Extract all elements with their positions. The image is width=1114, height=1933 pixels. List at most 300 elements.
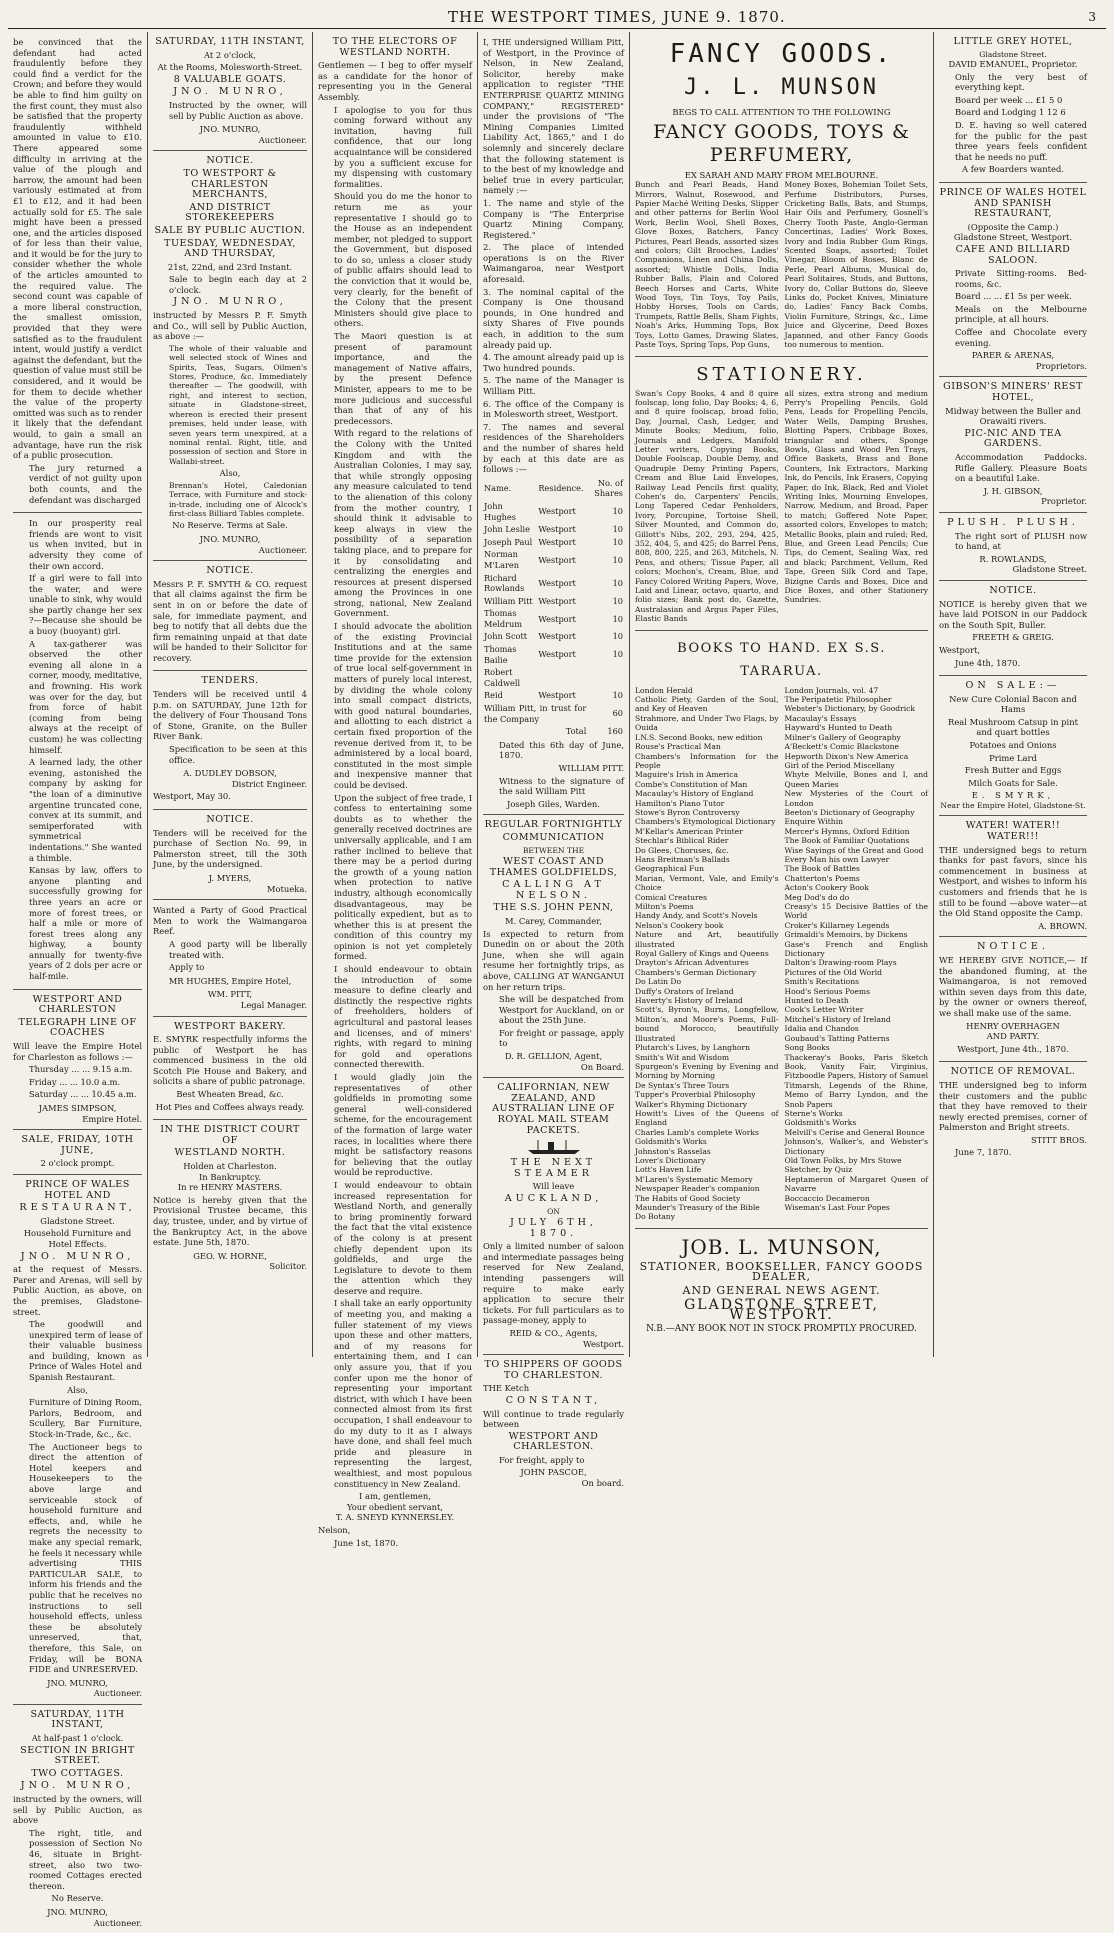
ad-heading: CONSTANT, [505, 1394, 602, 1406]
book-title: Marian, Vermont, Vale, and Emily's Choice [635, 873, 779, 893]
poison-notice [939, 581, 1087, 676]
story-text: In our prosperity real friends are wont to visit us when invited, but in adversity they come of their own accord. [29, 518, 142, 571]
book-title: Sterne's Works [784, 1108, 843, 1118]
ad-heading: TWO COTTAGES. [31, 1767, 124, 1779]
book-title: Meg Dod's do do [784, 892, 850, 902]
ad-text: For freight, apply to [499, 1454, 585, 1465]
book-title: Thackeray's Books, Paris Sketch Book, Vanity Fair, Virginius, Fitzboodle Papers, History of Samuel Titmarsh, Legends of the Rhine, Memo of Barry Lyndon, and the Snob Papers [784, 1052, 928, 1109]
miscellany [13, 513, 142, 990]
ad-text: The whole of their valuable and well selected stock of Wines and Spirits, Teas, Sugars, Oilmen's Stores, Produce, &c. Immediately thereafter — The goodwill, with right, and interest to section, situate in Gladstone-street, whereon is erected their present premises, held under lease, with seven years term unexpired, at a nominal rental. Right, title, and possession of section and Store in Wallabi-street. [169, 343, 307, 466]
ad-signature: Auctioneer. [93, 1917, 142, 1928]
auctioneer-name: JNO. MUNRO, [173, 296, 287, 308]
ad-text: Holden at Charleston. [183, 1161, 277, 1172]
book-title: I.N.S. Second Books, new edition [635, 732, 763, 742]
ad-text: Will continue to trade regularly between [483, 1408, 624, 1430]
column-2 [148, 32, 313, 1357]
book-title: Macaulay's Essays [784, 713, 857, 723]
ad-text: ON [547, 1206, 560, 1216]
ad-signature: R. ROWLANDS, [979, 553, 1047, 564]
ad-text: Brennan's Hotel, Caledonian Terrace, with Furniture and stock-in-trade, including one of Alcock's first-class Billiard Tables complete. [169, 480, 307, 518]
book-title: Do Glees, Choruses, &c. [635, 845, 729, 855]
ad-heading: FANCY GOODS. [669, 39, 894, 69]
book-title: Comical Creatures [635, 892, 708, 902]
ad-signature: STITT BROS. [1030, 1134, 1087, 1145]
cell: William Pitt, in trust for the Company [484, 703, 587, 724]
ad-signature: T. A. SNEYD KYNNERSLEY. [335, 1512, 455, 1523]
ad-heading: CALIFORNIAN, NEW ZEALAND, AND AUSTRALIAN LINE OF ROYAL MAIL STEAM PACKETS. [492, 1082, 615, 1136]
court-notice [153, 1120, 307, 1277]
ad-text: Also, [219, 468, 241, 479]
book-title: Smith's Wit and Wisdom [635, 1052, 730, 1062]
ad-heading: NOTICE OF REMOVAL. [950, 1066, 1076, 1078]
book-title: Tupper's Proverbial Philosophy [635, 1090, 756, 1100]
ad-text: Board and Lodging 1 12 6 [955, 107, 1066, 118]
list-item: 4. The amount already paid up is Two hundred pounds. [483, 352, 624, 373]
book-title: Boccaccio Decameron [784, 1193, 870, 1203]
column-7 [934, 32, 1092, 1357]
ad-heading: JULY 6TH, 1870. [510, 1217, 597, 1239]
table-row [483, 572, 624, 595]
book-title: Mercer's Hymns, Oxford Edition [784, 826, 910, 836]
ad-text: Accommodation Paddocks. Rifle Gallery. Pleasure Boats on a beautiful Lake. [955, 452, 1087, 484]
ad-text: Tenders will be received until 4 p.m. on SATURDAY, June 12th for the delivery of Four Thousand Tons of Stone, Granite, on the Buller River Bank. [153, 689, 307, 742]
book-title: Strahmore, and Under Two Flags, by Ouida [635, 713, 779, 733]
shareholders-table [483, 477, 624, 738]
story-text: be convinced that the defendant had acted fraudulently before they could find a verdict for the Crown; and before they would be able to find him guilty on the first count, they must also be satisfied that the property fraudulently withheld amounted in value to £10. There appeared some difficulty in arriving at the value of the plough and harrow, the amount had been variously estimated at from £1 to £12, and it had been actually sold for £5. The sale might have been a pressed one, and the articles disposed of for less than their value, and it would be for the jury to consider whether the whole of the articles amounted to the required value. The second count was capable of a more liberal construction, the smallest omission, provided that they were satisfied as to the fraudulent intent, would justify a verdict against the defendant, but the question of value must still be considered, and it would be for them to decide whether the value of the property omitted was such as to render it likely that the defendant would, to gain a small an advantage, have run the risk of a public prosecution. [13, 37, 142, 461]
book-title: London Herald [635, 685, 693, 695]
list-item: 2. The place of intended operations is on the River Waimangaroa, near Westport aforesaid. [483, 242, 624, 285]
ad-subheading: TELEGRAPH LINE OF COACHES [18, 1016, 137, 1039]
steamer-advert [483, 815, 624, 1078]
ad-text: She will be despatched from Westport for Auckland, on or about the 25th June. [499, 994, 624, 1026]
stationery-list [635, 389, 928, 624]
ad-text: Tenders will be received for the purchase of Section No. 99, in Palmerston street, till the 30th June, by the undersigned. [153, 827, 307, 870]
column-header: Name. [484, 483, 512, 494]
fluming-notice [939, 937, 1087, 1062]
ad-signature: Auctioneer. [258, 544, 307, 555]
book-title: Smith's Recitations [784, 977, 859, 987]
ad-text: June 4th, 1870. [955, 657, 1021, 668]
book-title: Maunder's Treasury of the Bible [635, 1203, 760, 1212]
ad-text: (Opposite the Camp.) [967, 221, 1059, 232]
ad-text: M. Carey, Commander, [505, 915, 602, 926]
ad-heading: WESTPORT AND CHARLESTON [32, 993, 123, 1016]
book-title: Milton's Poems [635, 902, 694, 911]
ad-heading: TENDERS. [201, 675, 259, 687]
gibsons-hotel-advert [939, 377, 1087, 513]
ad-heading: PRINCE OF WALES HOTEL AND SPANISH RESTAURANT, [939, 186, 1087, 220]
ad-heading: COMMUNICATION [502, 831, 605, 843]
auctioneer-name: JNO. MUNRO, [20, 1250, 135, 1262]
book-title: Cook's Letter Writer [784, 1005, 864, 1015]
ad-text: At 2 o'clock, [203, 49, 257, 60]
cell: Westport [538, 690, 576, 701]
ad-signature: Auctioneer. [93, 1688, 142, 1699]
ad-text: No Reserve. Terms at Sale. [172, 520, 288, 531]
cell: Westport [538, 506, 576, 517]
ad-text: Board per week ... £1 5 0 [955, 94, 1063, 105]
book-title: The Book of Familiar Quotations [784, 836, 910, 846]
ad-text: I should advocate the abolition of the existing Provincial Institutions and at the same time provide for the extension of true local self-government in matters of purely local interest, by dividing the whole colony into small compact districts, with good natural boundaries, and allotting to each district a certain fixed proportion of the revenue derived from it, to be administered by a local board, constituted in the most simple and inexpensive manner that could be devised. [334, 621, 472, 790]
fancy-goods-advert [635, 32, 928, 357]
cell: Reid [484, 690, 503, 701]
ad-signature: JNO. MUNRO, [47, 1677, 108, 1688]
book-title: Charles Lamb's complete Works [635, 1127, 759, 1137]
ad-text: Instructed by the owner, will sell by Public Auction as above. [169, 99, 307, 121]
ad-signature: REID & CO., Agents, [509, 1327, 598, 1338]
book-title: Dalton's Drawing-room Plays [784, 958, 897, 968]
ad-heading: THE NEXT STEAMER [510, 1157, 597, 1179]
removal-notice [939, 1062, 1087, 1165]
prince-of-wales-hotel-advert [939, 183, 1087, 378]
table-row [483, 536, 624, 549]
book-title: Catholic Piety, Garden of the Soul, and Key of Heaven [635, 695, 779, 714]
book-title: Combe's Constitution of Man [635, 779, 748, 789]
ad-text: At half-past 1 o'clock. [31, 1733, 124, 1744]
cell: John Scott [484, 631, 528, 642]
ad-text: June 1st, 1870. [334, 1537, 399, 1548]
ad-heading: AUCKLAND, [504, 1193, 603, 1204]
book-title: Maguire's Irish in America [635, 770, 739, 780]
story-text: A learned lady, the other evening, astonished the company by asking for "the loan of a diminutive argentine truncated cone, convex at its summit, and semiperforated with symmetrical indentations." She wanted a thimble. [29, 757, 142, 863]
cell: Westport [538, 577, 576, 588]
ad-text: Only the very best of everything kept. [955, 71, 1087, 93]
cell: 10 [612, 577, 623, 588]
ad-text: EX SARAH AND MARY FROM MELBOURNE. [684, 169, 879, 180]
cell: John Hughes [484, 500, 516, 522]
list-item: Potatoes and Onions [969, 740, 1057, 751]
ad-signature: JNO. MUNRO, [199, 124, 261, 135]
table-row [483, 595, 624, 608]
book-title: Handy Andy, and Scott's Novels [635, 911, 758, 921]
ad-text: June 7, 1870. [955, 1147, 1012, 1158]
column-header: No. of Shares [594, 477, 623, 499]
ad-text: NOTICE is hereby given that we have laid POISON in our Paddock on the South Spit, Buller. [939, 598, 1087, 630]
fancy-goods-list [635, 180, 928, 349]
book-title: London Journals, vol. 47 [784, 685, 879, 695]
ad-heading: NOTICE. [206, 565, 254, 577]
book-title: Hayward's Hunted to Death [784, 723, 893, 733]
book-title: Chambers's German Dictionary [635, 967, 757, 977]
ad-heading: WATER! WATER!! WATER!!! [965, 820, 1061, 843]
story-text: Kansas by law, offers to anyone planting and successfully growing for three years an acre or more of forest trees, or half a mile or more of forest trees along any highway, a bounty annually for twenty-five years of 2 dols per acre or half-mile. [29, 865, 142, 982]
ad-heading: NOTICE. [206, 155, 254, 167]
ad-text: A good party will be liberally treated with. [169, 938, 307, 960]
ad-signature: HENRY OVERHAGEN [966, 1020, 1060, 1031]
ad-text: DAVID EMANUEL, Proprietor. [948, 59, 1078, 69]
ad-text: Coffee and Chocolate every evening. [955, 327, 1087, 348]
ad-text: Private Sitting-rooms. Bed-rooms, &c. [955, 268, 1087, 289]
ad-signature: Legal Manager. [240, 999, 307, 1010]
cell [587, 666, 624, 689]
book-title: Johnson's, Walker's, and Webster's Dictionary [784, 1137, 928, 1156]
ad-text: BEGS TO CALL ATTENTION TO THE FOLLOWING [672, 107, 891, 117]
ad-signature: Solicitor. [269, 1261, 307, 1272]
ad-text: With regard to the relations of the Colony with the United Kingdom and with the Australian Colonies, I may say, that while strongly opposing any measure calculated to tend to the alienation of this colony from the mother country, I should think it advisable to keep always in view the possibility of a separation taking place, and to prepare for it by consolidating and centralizing the energies and resources at present dispersed among the Provinces in one strong, national, New Zealand Government. [334, 428, 472, 619]
ad-text: 21st, 22nd, and 23rd Instant. [167, 261, 293, 272]
book-title: Johnston's Rasselas [635, 1146, 711, 1156]
story-text: The jury returned a verdict of not guilty upon both counts, and the defendant was discharged [29, 462, 142, 505]
cell: Thomas Bailie [484, 644, 517, 665]
ad-signature: WM. PITT, [207, 989, 253, 1000]
myers-notice [153, 810, 307, 900]
cell: Westport [538, 554, 576, 565]
ad-text: instructed by Messrs P. F. Smyth and Co., will sell by Public Auction, as above :— [153, 310, 307, 342]
book-title: Milner's Gallery of Geography [784, 732, 901, 742]
cell: John Leslie [484, 524, 530, 535]
ad-signature: GEO. W. HORNE, [193, 1250, 267, 1261]
ad-signature: Joseph Giles, Warden. [507, 798, 600, 809]
mail-steamer-advert [483, 1078, 624, 1355]
ad-signature: AND PARTY. [986, 1031, 1040, 1042]
ad-text: Witness to the signature of the said William Pitt [499, 775, 624, 797]
column-5-6 [630, 32, 934, 1357]
book-title: Beeton's Dictionary of Geography [784, 807, 915, 817]
book-title: Wise Sayings of the Great and Good [784, 845, 924, 855]
ad-text: Swan's Copy Books, 4 and 8 quire foolscap, long folio, Day Books; 4, 6, and 8 quire foolscap, broad folio, Day, Journal, Cash, Ledger, and Minute Books; Medium, folio, Journals and Ledgers, Manifold Letter writers, Copying Books, Double Foolscap, Double Demy, and Quadruple Demy Printing Papers, Cream and Blue Laid Envelopes, Railway Lead Pencils first quality, Cohen's do, Carpenters' Pencils, Long Tapered Cedar Penholders, Ivory, Porcupine, Tortoise Shell, Silver Mounted, and Common do, Gillott's Nibs, 202, 293, 294, 425, 352, 404, 5, and 425; do Barrel Pens, 808, 800, 225, and 263, Mitchels, N. Pens, and others; Tissue Paper, all colors; Mochon's, Cream, Blue, and Fancy Colored Writing Papers, Wove, Laid and Linear, octavo, quarto, and folio sizes; Bank post do, Gazette, Australasian and Argus Paper Files, Elastic Bands [635, 388, 779, 624]
ad-text: No Reserve. [51, 1893, 104, 1904]
cell: 10 [612, 613, 623, 624]
cell: Westport [538, 631, 576, 642]
ad-signature: A. DUDLEY DOBSON, [183, 768, 277, 779]
table-row [483, 523, 624, 536]
book-title: Goldsmith's Works [784, 1118, 857, 1128]
ad-signature: JOHN PASCOE, [520, 1467, 587, 1478]
ad-heading: JOB. L. MUNSON, [681, 1234, 882, 1259]
ad-signature: Empire Hotel. [82, 1113, 142, 1124]
ad-heading: GIBSON'S MINERS' REST HOTEL, [943, 381, 1083, 404]
ad-text: Money Boxes, Bohemian Toilet Sets, Perfume Distributors, Purses, Cricketing Balls, Bats, and Stumps, Hair Oils and Perfumery, Gosnell's Cherry Tooth Paste, Anglo-German Concertinas, Ladies' Work Boxes, Ivory and India Rubber Gum Rings, Scented Soaps, assorted; Toilet Vinegar, Bloom of Roses, Blanc de Perle, Pearl Albums, Musical do, Pearl Solitaires, Studs, and Buttons, Ivory do, Collar Buttons do, Sleeve Links do, Pocket Knives, Miniature do, Ladies' Fancy Back Combs, Violin Furniture, Strings, &c., Lime Juice and Glycerine, Deed Boxes Japanned, and other Fancy Goods too numerous to mention. [784, 180, 928, 350]
ad-signature: WILLIAM PITT. [558, 763, 624, 773]
ad-text: Your obedient servant, [346, 1501, 444, 1512]
ad-text: The goodwill and unexpired term of lease of their valuable business and building, known as Prince of Wales Hotel and Spanish Restaurant. [29, 1319, 142, 1383]
ad-text: all sizes, extra strong and medium Perry's Propelling Pencils, Gold Pens, Leads for Propelling Pencils, Water Wells, Damping Brushes, Blotting Papers, Cribbage Boxes, triangular and others, Sponge Bowls, Glass and Wood Pen Trays, Office Baskets, Brass and Bone Counters, Ink Extractors, Marking Ink, do Pencils, Ink Erasers, Copying Paper, do Ink, Black, Red and Violet Writing Inks, Mourning Envelopes, Narrow, Medium, and Broad, Paper to match; Goffered Note Paper, assorted colors, Envelopes to match; Metallic Books, plain and ruled; Red, Blue, and Green Lead Pencils; Cue Tips, do Cement, Sealing Wax, red and black; Parchment, Vellum, Red Tape, Green Silk Cord and Tape, Bizigne Cards and Boxes, Dice and Dice Boxes, and other Stationery Sundries. [784, 388, 928, 605]
ad-signature: On Board. [580, 1061, 624, 1072]
cottage-sale-advert [13, 1705, 142, 1933]
electors-address [318, 32, 472, 1555]
ad-heading: NOTICE. [989, 584, 1037, 596]
ad-text: WE HEREBY GIVE NOTICE,— If the abandoned fluming, at the Waimangaroa, is not removed within seven days from this date, by the owner or owners thereof, we shall make use of the same. [939, 954, 1087, 1018]
book-title: Sketcher, by Quiz [784, 1165, 853, 1175]
ad-heading: BOOKS TO HAND. EX S.S. TARARUA. [677, 640, 886, 679]
ketch-advert [483, 1355, 624, 1494]
coach-time: Friday ... ... 10.0 a.m. [29, 1076, 121, 1087]
smyth-notice [153, 561, 307, 671]
book-title: Gase's French and English Dictionary [784, 939, 928, 959]
ad-text: I should endeavour to obtain the introduction of some measure to define clearly and distinctly the respective rights of freeholders, holders of agricultural and pastoral leases and licenses, and of miners' rights, with regard to mining for gold and operations connected therewith. [334, 964, 472, 1070]
ad-heading: TUESDAY, WEDNESDAY, AND THURSDAY, [164, 237, 296, 260]
ad-heading: RESTAURANT, [19, 1202, 136, 1214]
book-title: Duffy's Orators of Ireland [635, 986, 734, 996]
ad-heading: NOTICE. [977, 941, 1049, 953]
book-title: Royal Gallery of Kings and Queens [635, 949, 769, 959]
ad-text: N.B.—ANY BOOK NOT IN STOCK PROMPTLY PROCURED. [646, 1323, 917, 1334]
masthead [8, 6, 1106, 29]
ad-heading: 8 VALUABLE GOATS. [173, 73, 287, 85]
steamship-icon [524, 1139, 584, 1155]
ad-heading: J. L. MUNSON [684, 75, 879, 100]
table-row [483, 666, 624, 689]
ad-text: STATIONER, BOOKSELLER, FANCY GOODS DEALER, [639, 1259, 924, 1284]
ad-text: Westport, May 30. [153, 791, 231, 802]
ad-text: I apologise to you for thus coming forward without any invitation, having full confidence, that our long acquaintance will be considered by you a sufficient excuse for my dispensing with customary formalities. [334, 104, 472, 189]
cell: Westport [538, 613, 576, 624]
cell [537, 666, 587, 689]
cell: Total [565, 726, 587, 737]
list-item: 1. The name and style of the Company is "The Enterprise Quartz Mining Company, Registered." [483, 197, 624, 240]
book-title: Walker's Rhyming Dictionary [635, 1099, 748, 1109]
ad-heading: PLUSH. PLUSH. [947, 516, 1079, 528]
ad-text: At the Rooms, Molesworth-Street. [157, 62, 303, 73]
cell: 10 [612, 690, 623, 701]
ad-text: 2 o'clock prompt. [40, 1158, 115, 1169]
court-story [13, 32, 142, 513]
book-title: Macaulay's History of England [635, 789, 754, 799]
cell: Westport [538, 595, 576, 606]
ad-text: I, THE undersigned William Pitt, of Westport, in the Province of Nelson, in New Zealand, Solicitor, hereby make application to register "THE ENTERPRISE QUARTZ MINING COMPANY," REGISTERED" under the provisions of "The Mining Companies Limited Liability Act, 1865," and I do solemnly and sincerely declare that the following statement is to the best of my knowledge and belief true in every particular, namely :— [483, 37, 624, 196]
ad-text: Board ... ... £1 5s per week. [955, 291, 1072, 302]
ad-heading: PRINCE OF WALES HOTEL AND [25, 1178, 130, 1201]
book-title: The Habits of Good Society [635, 1193, 741, 1203]
book-title: Pictures of the Old World [784, 967, 883, 977]
book-title: A'Beckett's Comic Blackstone [784, 742, 899, 752]
plush-advert [939, 513, 1087, 581]
ad-signature: A. BROWN. [1038, 920, 1087, 931]
ad-heading: SECTION IN BRIGHT STREET. [20, 1744, 135, 1767]
book-title: Haverty's History of Ireland [635, 996, 743, 1006]
ad-text: Westport, [939, 644, 980, 655]
ad-text: Is expected to return from Dunedin on or about the 20th June, when she will again resume her fortnightly trips, as above, CALLING AT WANGANUI on her return trips. [483, 928, 624, 992]
column-3 [313, 32, 478, 1548]
ad-text: I would gladly join the representatives of other goldfields in promoting some general well-considered scheme, for the encouragement of the formation of large water races, in localities where there might be satisfactory reasons for believing that the outlay would be reproductive. [334, 1072, 472, 1178]
book-title: Nelson's Cookery book [635, 920, 724, 930]
columns [8, 32, 1106, 1928]
ad-text: Meals on the Melbourne principle, at all hours. [955, 303, 1087, 325]
ad-text: Specification to be seen at this office. [169, 744, 307, 765]
ad-text: I am, gentlemen, [359, 1491, 431, 1502]
ad-text: Westport, June 4th., 1870. [957, 1043, 1069, 1054]
ad-heading: CAFE AND BILLIARD SALOON. [955, 243, 1071, 266]
ad-text: Only a limited number of saloon and intermediate passages being reserved for New Zealand, intending passengers will require to make early application to secure their tickets. For full particulars as to passage-money, apply to [483, 1241, 624, 1326]
cell: Joseph Paul [484, 536, 533, 547]
book-title: Hepworth Dixon's New America [784, 751, 909, 761]
table-row [483, 689, 624, 702]
ad-heading: NOTICE. [206, 814, 254, 825]
stationery-advert [635, 357, 928, 631]
ad-signature: PARER & ARENAS, [971, 350, 1055, 361]
book-title: Chatterton's Poems [784, 873, 860, 883]
book-title: Newspaper Reader's companion [635, 1184, 760, 1194]
ad-text: Dated this 6th day of June, 1870. [499, 739, 624, 761]
ad-text: Wanted a Party of Good Practical Men to work the Waimangaroa Reef. [153, 905, 307, 937]
book-title: Lott's Haven Life [635, 1165, 702, 1175]
ad-heading: TO THE ELECTORS OF WESTLAND NORTH. [332, 36, 458, 58]
tenders-advert [153, 671, 307, 810]
ad-text: at the request of Messrs. Parer and Arenas, will sell by Public Auction, as above, on the premises, Gladstone-street. [13, 1264, 142, 1317]
books-list [635, 686, 928, 1222]
ad-text: THE undersigned begs to return thanks for past favors, since his commencement in business at Westport, and wishes to inform his customers and friends that he is still to be found —above water—at the Old Stand opposite the Camp. [939, 844, 1087, 919]
ad-text: E. SMYRK respectfully informs the public of Westport he has commenced business in the old Scotch Pie House and Bakery, and solicits a share of public patronage. [153, 1034, 307, 1087]
book-title: Nature and Art, beautifully illustrated [635, 930, 779, 949]
ad-heading: SALE, FRIDAY, 10TH JUNE, [21, 1134, 134, 1156]
book-title: Goldsmith's Works [635, 1137, 707, 1147]
ad-text: Gladstone Street. [40, 1215, 115, 1226]
water-advert [939, 816, 1087, 937]
ad-heading: WESTPORT AND CHARLESTON. [508, 1430, 599, 1453]
ad-text: Will leave the Empire Hotel for Charleston as follows :— [13, 1041, 142, 1062]
ad-text: BETWEEN THE [522, 845, 585, 855]
ad-text: Bunch and Pearl Beads, Hand Mirrors, Walnut, Rosewood, and Papier Maché Writing Desks, Slipper and other patterns for Berlin Wool Work, Berlin Wool, Shell Boxes, Glove Boxes, Batchers, Fancy Pictures, Pearl Beads, assorted sizes and colors; Gilt Brooches, Ladies' Companions, Linen and China Dolls, assorted; Whistle Dolls, India Rubber Balls, Plain and Colored Beech Horses and Carts, White Wood Toys, Tin Toys, Toy Pails, Hobby Horses, Tools on Cards, Trumpets, Rattle Bells, Sham Fights, Noah's Arks, Humming Tops, Box Toys, Lotto Games, Drawing Slates, Paste Toys, Spring Tops, Pop Guns, [635, 180, 779, 350]
ad-text: Hot Pies and Coffees always ready. [155, 1101, 305, 1112]
ad-signature: E. SMYRK, [971, 790, 1055, 801]
book-title: Hood's Serious Poems [784, 986, 871, 996]
table-header [483, 477, 624, 500]
merchants-sale-advert [153, 151, 307, 561]
book-title: Stechlar's Biblical Rider [635, 836, 729, 846]
ad-heading: FANCY GOODS, TOYS & PERFUMERY, [653, 120, 910, 166]
cell: 10 [612, 524, 623, 535]
ad-text: Household Furniture and Hotel Effects. [23, 1228, 132, 1249]
ad-heading: ON SALE:— [965, 680, 1061, 692]
book-title: Hunted to Death [784, 996, 849, 1006]
ad-text: GLADSTONE STREET, WESTPORT. [684, 1296, 879, 1324]
cell: Westport [538, 649, 576, 660]
book-title: Stowe's Byron Controversy [635, 807, 740, 817]
book-title: Creasy's 15 Decisive Battles of the World [784, 902, 928, 921]
books-right-list [785, 686, 929, 1222]
ad-heading: IN THE DISTRICT COURT OF [160, 1124, 300, 1146]
ad-signature: JAMES SIMPSON, [38, 1103, 117, 1113]
ad-signature: JNO. MUNRO, [47, 1906, 108, 1917]
book-title: Spurgeon's Evening by Evening and Morning by Morning [635, 1061, 779, 1081]
ad-text: Upon the subject of free trade, I confess to entertaining some doubts as to whether the generally received doctrines are universally applicable, and I am rather inclined to believe that there may be a period during the growth of a young nation when protection to native industry, although economically disadvantageous, may be politically expedient, but as to whether this is at present the condition of this country my opinion is not yet completely formed. [334, 792, 472, 962]
cell: 160 [607, 726, 623, 737]
auctioneer-name: JNO. MUNRO, [173, 86, 287, 98]
ad-text: instructed by the owners, will sell by Public Auction, as above [13, 1794, 142, 1826]
ad-text: Messrs P. F. SMYTH & CO. request that all claims against the firm be sent in on or before the date of sale, for immediate payment, and beg to notify that all debts due the firm remaining unpaid at that date will be handed to their Solicitor for recovery. [153, 578, 307, 663]
book-title: Do Botany [635, 1212, 675, 1222]
ad-text: Nelson, [318, 1524, 351, 1535]
book-title: Chambers's Etymological Dictionary [635, 817, 776, 827]
book-title: Grimaldi's Memoirs, by Dickens [784, 930, 908, 940]
table-total-row [483, 725, 624, 738]
cell: Richard Rowlands [484, 572, 525, 594]
ad-text: AND GENERAL NEWS AGENT. [682, 1284, 881, 1297]
bakery-advert [153, 1017, 307, 1121]
ad-heading: STATIONERY. [696, 363, 867, 385]
ad-text: In Bankruptcy. [198, 1171, 262, 1182]
book-title: De Syntax's Three Tours [635, 1080, 730, 1090]
ad-heading: LITTLE GREY HOTEL, [953, 36, 1073, 47]
book-title: Howitt's Lives of the Queens of England [635, 1108, 779, 1128]
ad-text: Also, [67, 1384, 88, 1395]
ad-text: Sale to begin each day at 2 o'clock. [169, 274, 307, 295]
cell: 60 [612, 708, 623, 719]
book-title: Song Books [784, 1043, 830, 1053]
ad-text: Gladstone Street. [979, 49, 1047, 59]
cell: 10 [612, 649, 623, 660]
ad-text: Gentlemen — I beg to offer myself as a candidate for the honor of representing you in the General Assembly. [318, 60, 472, 102]
book-title: Idalia and Chandos [784, 1024, 859, 1034]
ad-heading: WEST COAST AND THAMES GOLDFIELDS, [489, 855, 618, 878]
table-row [483, 630, 624, 643]
ad-signature: MR HUGHES, Empire Hotel, [168, 975, 292, 986]
ad-text: Best Wheaten Bread, &c. [176, 1089, 284, 1100]
mining-company-registration [483, 32, 624, 815]
book-title: Wiseman's Last Four Popes [784, 1203, 890, 1212]
column-1 [8, 32, 148, 1928]
cell: 10 [612, 554, 623, 565]
